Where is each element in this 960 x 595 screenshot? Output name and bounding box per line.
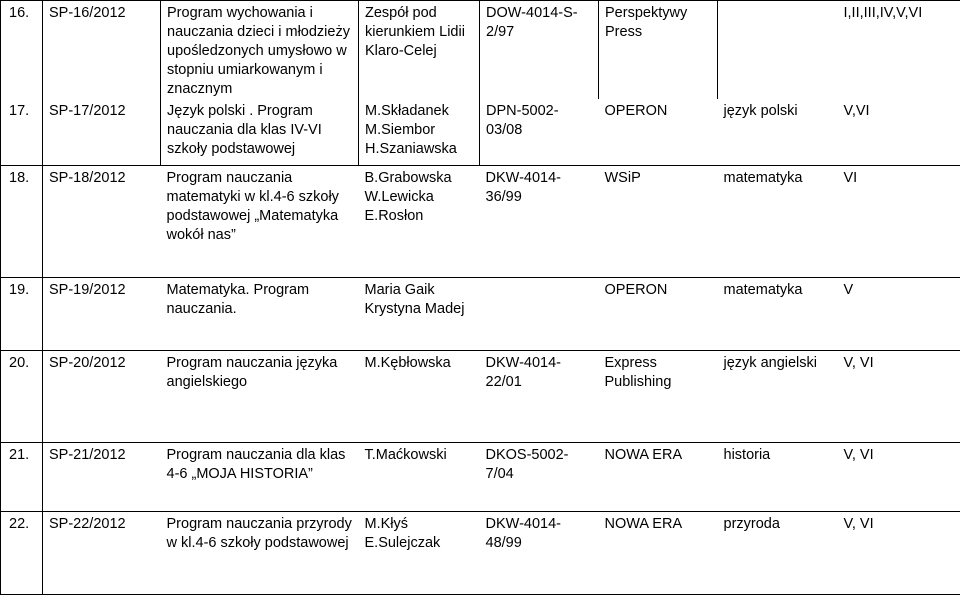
subject: matematyka: [718, 277, 838, 350]
program-title: Program wychowania i nauczania dzieci i młodzieży upośledzonych umysłowo w stopniu umiarkowanym i znacznym: [161, 1, 359, 100]
row-number: 21.: [1, 442, 43, 511]
approval-number: DKW-4014-36/99: [480, 165, 599, 277]
subject: przyroda: [718, 511, 838, 594]
publisher: Perspektywy Press: [599, 1, 718, 100]
classes: V, VI: [838, 511, 960, 594]
subject: historia: [718, 442, 838, 511]
program-authors: Maria Gaik Krystyna Madej: [359, 277, 480, 350]
subject: [718, 1, 838, 100]
program-authors: Zespół pod kierunkiem Lidii Klaro-Celej: [359, 1, 480, 100]
subject: matematyka: [718, 165, 838, 277]
table-row: [1, 165, 960, 277]
program-code: SP-17/2012: [43, 99, 161, 165]
approval-number: DOW-4014-S-2/97: [480, 1, 599, 100]
program-authors: M.Kębłowska: [359, 350, 480, 442]
publisher: NOWA ERA: [599, 511, 718, 594]
table-row: [1, 511, 960, 594]
program-authors: M.Kłyś E.Sulejczak: [359, 511, 480, 594]
program-title: Program nauczania matematyki w kl.4-6 szkoły podstawowej „Matematyka wokół nas”: [161, 165, 359, 277]
row-number: 17.: [1, 99, 43, 165]
classes: VI: [838, 165, 960, 277]
program-code: SP-22/2012: [43, 511, 161, 594]
program-code: SP-18/2012: [43, 165, 161, 277]
classes: V, VI: [838, 442, 960, 511]
row-number: 22.: [1, 511, 43, 594]
program-code: SP-20/2012: [43, 350, 161, 442]
program-title: Program nauczania języka angielskiego: [161, 350, 359, 442]
table-row: [1, 442, 960, 511]
program-title: Język polski . Program nauczania dla klas IV-VI szkoły podstawowej: [161, 99, 359, 165]
publisher: OPERON: [599, 99, 718, 165]
table-row: [1, 99, 960, 165]
program-title: Program nauczania dla klas 4-6 „MOJA HISTORIA”: [161, 442, 359, 511]
program-code: SP-21/2012: [43, 442, 161, 511]
row-number: 16.: [1, 1, 43, 100]
row-number: 20.: [1, 350, 43, 442]
classes: V: [838, 277, 960, 350]
publisher: Express Publishing: [599, 350, 718, 442]
table-row: [1, 1, 960, 100]
program-code: SP-19/2012: [43, 277, 161, 350]
approval-number: DKW-4014-22/01: [480, 350, 599, 442]
classes: V,VI: [838, 99, 960, 165]
publisher: OPERON: [599, 277, 718, 350]
row-number: 19.: [1, 277, 43, 350]
program-authors: B.Grabowska W.Lewicka E.Rosłon: [359, 165, 480, 277]
program-title: Program nauczania przyrody w kl.4-6 szkoły podstawowej: [161, 511, 359, 594]
approval-number: DKW-4014-48/99: [480, 511, 599, 594]
approval-number: DKOS-5002-7/04: [480, 442, 599, 511]
program-title: Matematyka. Program nauczania.: [161, 277, 359, 350]
publisher: WSiP: [599, 165, 718, 277]
subject: język polski: [718, 99, 838, 165]
program-code: SP-16/2012: [43, 1, 161, 100]
approval-number: DPN-5002-03/08: [480, 99, 599, 165]
program-authors: T.Maćkowski: [359, 442, 480, 511]
approval-number: [480, 277, 599, 350]
row-number: 18.: [1, 165, 43, 277]
table-row: [1, 350, 960, 442]
publisher: NOWA ERA: [599, 442, 718, 511]
classes: I,II,III,IV,V,VI: [838, 1, 960, 100]
subject: język angielski: [718, 350, 838, 442]
classes: V, VI: [838, 350, 960, 442]
table-row: [1, 277, 960, 350]
program-authors: M.Składanek M.Siembor H.Szaniawska: [359, 99, 480, 165]
